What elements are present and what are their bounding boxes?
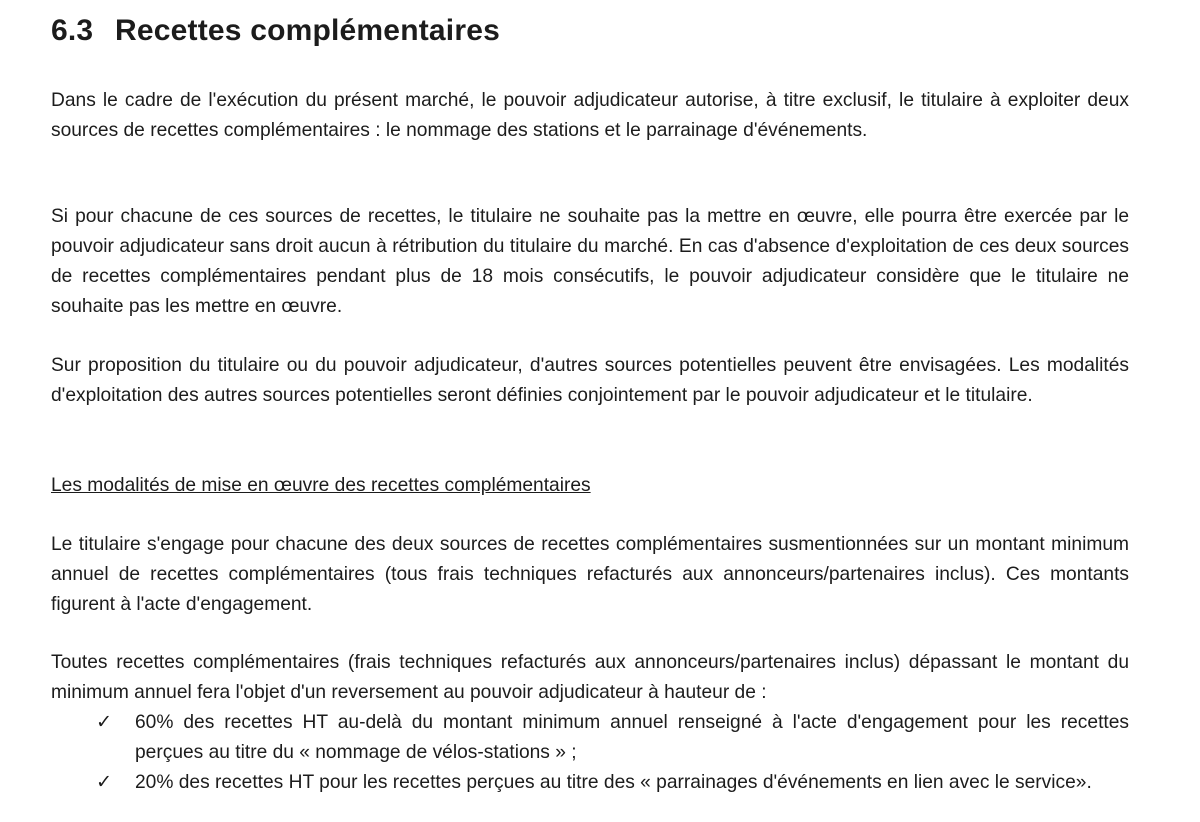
paragraph-minimum-commitment: Le titulaire s'engage pour chacune des deux sources de recettes complémentaires susmentionnées sur un montant minimum annuel de recettes complémentaires (tous frais techniques refacturés aux annonceurs/partenaires inclus). Ces montants figurent à l'acte d'engagement. [51, 534, 1129, 615]
section-number: 6.3 [51, 14, 94, 47]
paragraph-exclusive-authorization: Dans le cadre de l'exécution du présent marché, le pouvoir adjudicateur autorise, à titre exclusif, le titulaire à exploiter deux sources de recettes complémentaires : le nommage des stations et le parrainage d'événements. [51, 90, 1129, 141]
section-title: Recettes complémentaires [115, 14, 500, 47]
section-heading [51, 14, 500, 48]
list-item-text: 60% des recettes HT au-delà du montant minimum annuel renseigné à l'acte d'engagement pour les recettes perçues au titre du « nommage de vélos-stations » ; [135, 712, 1129, 763]
subheading-implementation-modalities: Les modalités de mise en œuvre des recettes complémentaires [51, 475, 591, 496]
paragraph-non-exploitation: Si pour chacune de ces sources de recettes, le titulaire ne souhaite pas la mettre en œuvre, elle pourra être exercée par le pouvoir adjudicateur sans droit aucun à rétribution du titulaire du marché. En cas d'absence d'exploitation de ces deux sources de recettes complémentaires pendant plus de 18 mois consécutifs, le pouvoir adjudicateur considère que le titulaire ne souhaite pas les mettre en œuvre. [51, 206, 1129, 317]
list-item-text: 20% des recettes HT pour les recettes perçues au titre des « parrainages d'événements en lien avec le service». [135, 772, 1092, 793]
paragraph-other-sources: Sur proposition du titulaire ou du pouvoir adjudicateur, d'autres sources potentielles peuvent être envisagées. Les modalités d'exploitation des autres sources potentielles seront définies conjointement par le pouvoir adjudicateur et le titulaire. [51, 355, 1129, 406]
list-item [51, 768, 1129, 798]
checkmark-icon: ✓ [96, 712, 113, 733]
list-item [51, 708, 1129, 768]
paragraph-revenue-sharing: Toutes recettes complémentaires (frais techniques refacturés aux annonceurs/partenaires inclus) dépassant le montant du minimum annuel fera l'objet d'un reversement au pouvoir adjudicateur à hauteur de : [51, 652, 1129, 703]
checkmark-icon: ✓ [96, 772, 113, 793]
